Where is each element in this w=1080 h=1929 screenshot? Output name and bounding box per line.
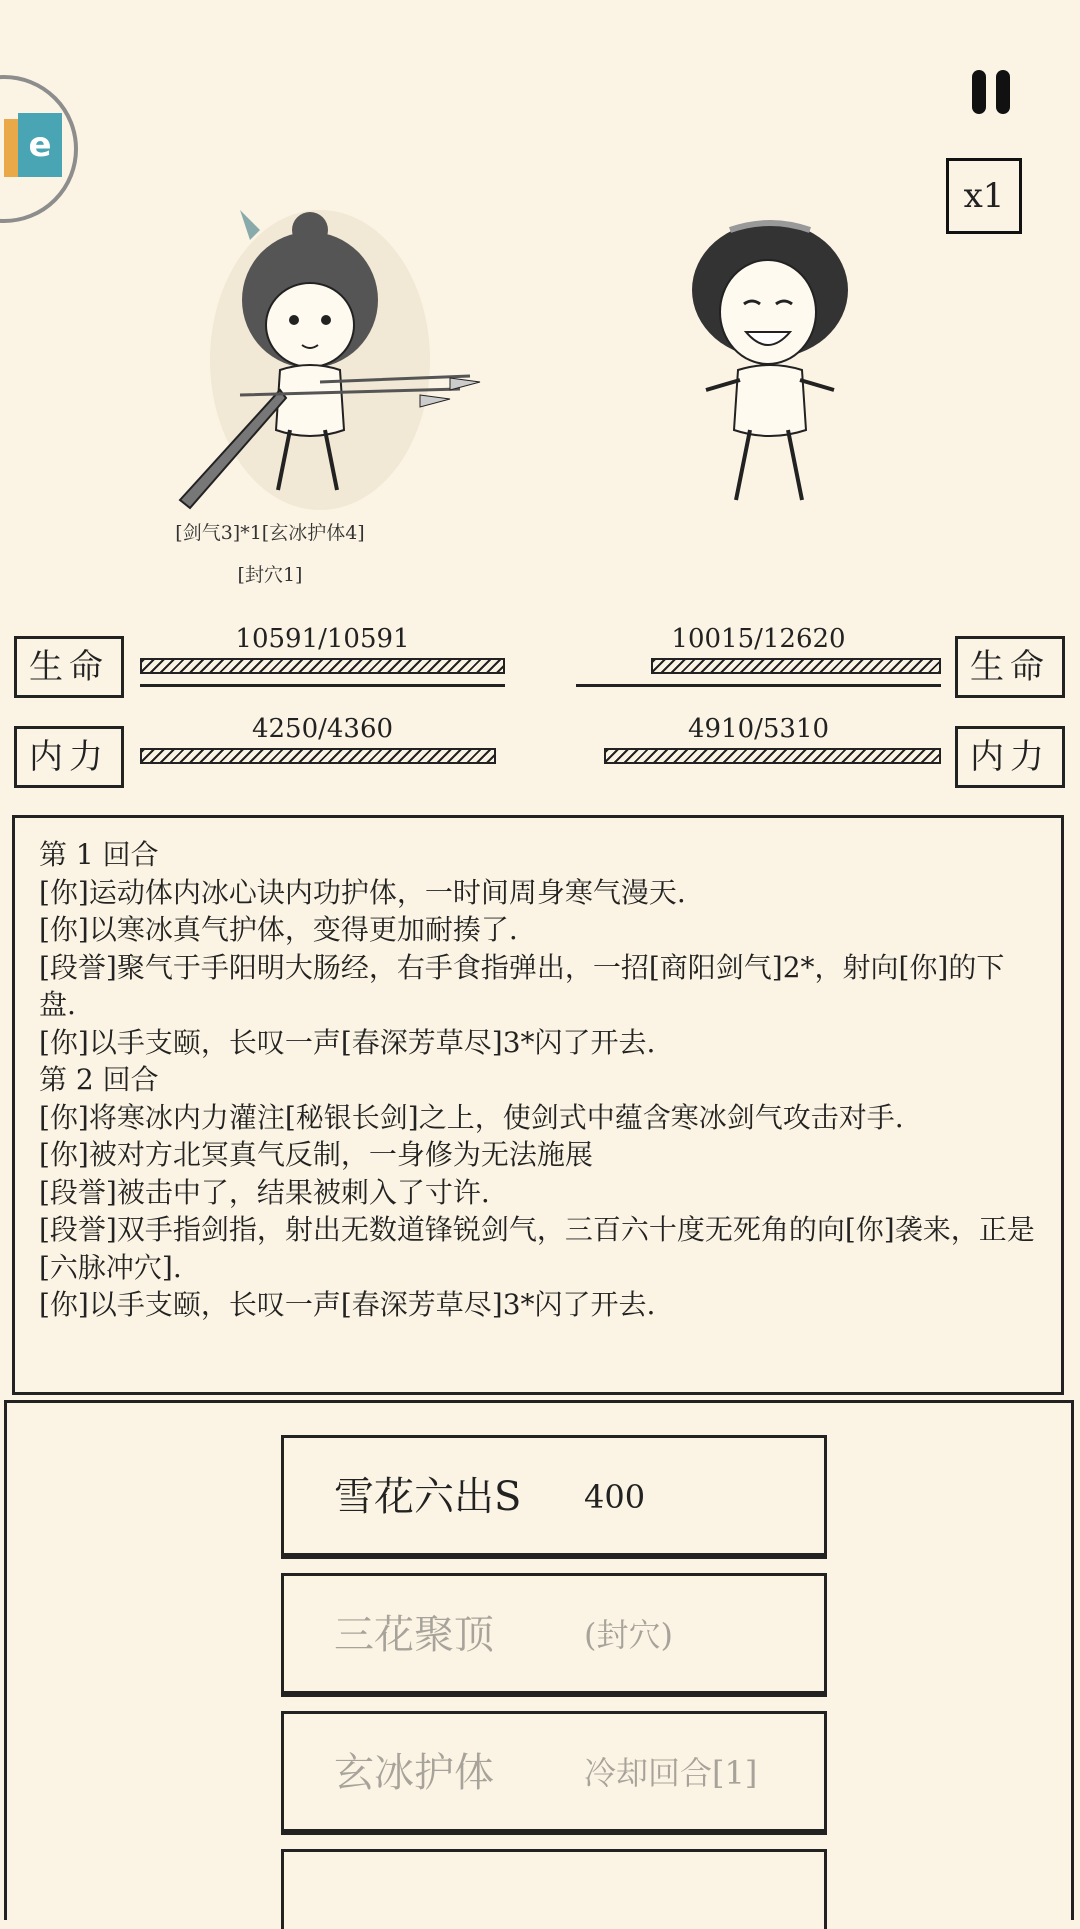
log-line: [你]将寒冰内力灌注[秘银长剑]之上，使剑式中蕴含寒冰剑气攻击对手. — [39, 1100, 904, 1134]
skill-button-xuehualiuchu[interactable] — [281, 1435, 827, 1559]
skill-cost: 400 — [584, 1478, 646, 1516]
skill-status: (封穴) — [584, 1616, 673, 1654]
player-hp-bar — [140, 658, 505, 674]
log-line: [段誉]双手指剑指，射出无数道锋锐剑气，三百六十度无死角的向[你]袭来，正是[六脉冲穴]. — [39, 1213, 1035, 1284]
log-line: [段誉]被击中了，结果被刺入了寸许. — [39, 1175, 490, 1209]
player-mp-bar — [140, 748, 505, 764]
player-character-sprite — [150, 200, 490, 520]
skill-name: 玄冰护体 — [334, 1750, 494, 1796]
player-mp-label: 内力 — [14, 726, 124, 788]
enemy-hp-bar — [576, 658, 941, 674]
speed-toggle-button[interactable]: x1 — [946, 158, 1022, 234]
player-buff-line: [剑气3]*1[玄冰护体4] — [175, 522, 365, 544]
skill-panel — [4, 1400, 1074, 1920]
enemy-hp-label: 生命 — [955, 636, 1065, 698]
log-line: [你]以手支颐，长叹一声[春深芳草尽]3*闪了开去. — [39, 1025, 656, 1059]
skill-name: 雪花六出S — [334, 1474, 522, 1520]
player-hp-bar-fill — [140, 658, 505, 674]
player-buff-line: [封穴1] — [237, 564, 303, 586]
player-mp-bar-fill — [140, 748, 496, 764]
skill-button-xuanbinghuti[interactable] — [281, 1711, 827, 1835]
log-line: [你]以手支颐，长叹一声[春深芳草尽]3*闪了开去. — [39, 1288, 656, 1321]
enemy-hp-bar-fill — [651, 658, 941, 674]
battle-log[interactable] — [12, 815, 1064, 1395]
enemy-mp-value: 4910/5310 — [687, 714, 830, 744]
enemy-hp-baseline — [576, 684, 941, 687]
log-line: [你]运动体内冰心诀内功护体，一时间周身寒气漫天. — [39, 875, 686, 909]
log-line: 第 1 回合 — [39, 838, 159, 871]
enemy-mp-label: 内力 — [955, 726, 1065, 788]
log-line: 第 2 回合 — [39, 1063, 159, 1096]
skill-cooldown: 冷却回合[1] — [584, 1754, 758, 1792]
enemy-character-sprite — [680, 220, 860, 510]
skill-button-sanhuajuding[interactable] — [281, 1573, 827, 1697]
enemy-mp-bar-fill — [604, 748, 942, 764]
player-hp-baseline — [140, 684, 505, 687]
pause-button[interactable] — [968, 70, 1014, 114]
enemy-hp-value: 10015/12620 — [671, 624, 846, 654]
player-hp-label: 生命 — [14, 636, 124, 698]
enemy-mp-bar — [576, 748, 941, 764]
log-line: [你]以寒冰真气护体，变得更加耐揍了. — [39, 913, 518, 946]
player-mp-value: 4250/4360 — [251, 714, 394, 744]
skill-name: 三花聚顶 — [334, 1612, 494, 1658]
player-hp-value: 10591/10591 — [235, 624, 410, 654]
app-logo-icon[interactable]: e — [0, 75, 78, 223]
skill-button-partial[interactable] — [281, 1849, 827, 1929]
log-line: [段誉]聚气于手阳明大肠经，右手食指弹出，一招[商阳剑气]2*，射向[你]的下盘. — [39, 950, 1005, 1021]
log-line: [你]被对方北冥真气反制，一身修为无法施展 — [39, 1138, 593, 1171]
